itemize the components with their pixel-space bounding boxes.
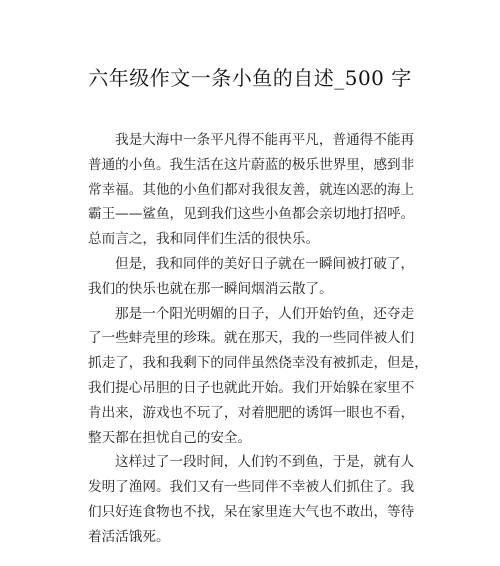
body-text-line: 了一些蚌壳里的珍珠。就在那天，我的一些同伴被人们: [88, 330, 415, 347]
document-title: 六年级作文一条小鱼的自述_500 字: [88, 66, 412, 90]
body-text-line: 总而言之，我和同伴们生活的很快乐。: [88, 231, 320, 248]
document-body: [88, 128, 428, 550]
body-text-line: 抓走了，我和我剩下的同伴虽然侥幸没有被抓走，但是，: [88, 355, 428, 372]
body-text-line: 发明了渔网。我们又有一些同伴不幸被人们抓住了。我: [88, 479, 415, 496]
body-text-line: 但是，我和同伴的美好日子就在一瞬间被打破了，: [115, 255, 415, 272]
body-text-line: 整天都在担忧自己的安全。: [88, 429, 252, 446]
body-text-line: 我们的快乐也就在那一瞬间烟消云散了。: [88, 280, 333, 297]
body-text-line: 我是大海中一条平凡得不能再平凡，普通得不能再: [115, 132, 415, 148]
body-text-line: 那是一个阳光明媚的日子，人们开始钓鱼，还夺走: [115, 305, 415, 322]
body-text-line: 我们提心吊胆的日子也就此开始。我们开始躲在家里不: [88, 379, 415, 396]
body-text-line: 这样过了一段时间，人们钓不到鱼，于是，就有人: [115, 454, 415, 471]
body-text-line: 着活活饿死。: [88, 528, 170, 545]
body-text-line: 们只好连食物也不找，呆在家里连大气也不敢出，等待: [88, 503, 415, 520]
body-text-line: 普通的小鱼。我生活在这片蔚蓝的极乐世界里，感到非: [88, 156, 415, 173]
body-text-line: 霸王——鲨鱼，见到我们这些小鱼都会亲切地打招呼。: [88, 206, 415, 223]
body-text-line: 常幸福。其他的小鱼们都对我很友善，就连凶恶的海上: [88, 181, 415, 198]
body-text-line: 肯出来，游戏也不玩了，对着肥肥的诱饵一眼也不看，: [88, 404, 415, 421]
